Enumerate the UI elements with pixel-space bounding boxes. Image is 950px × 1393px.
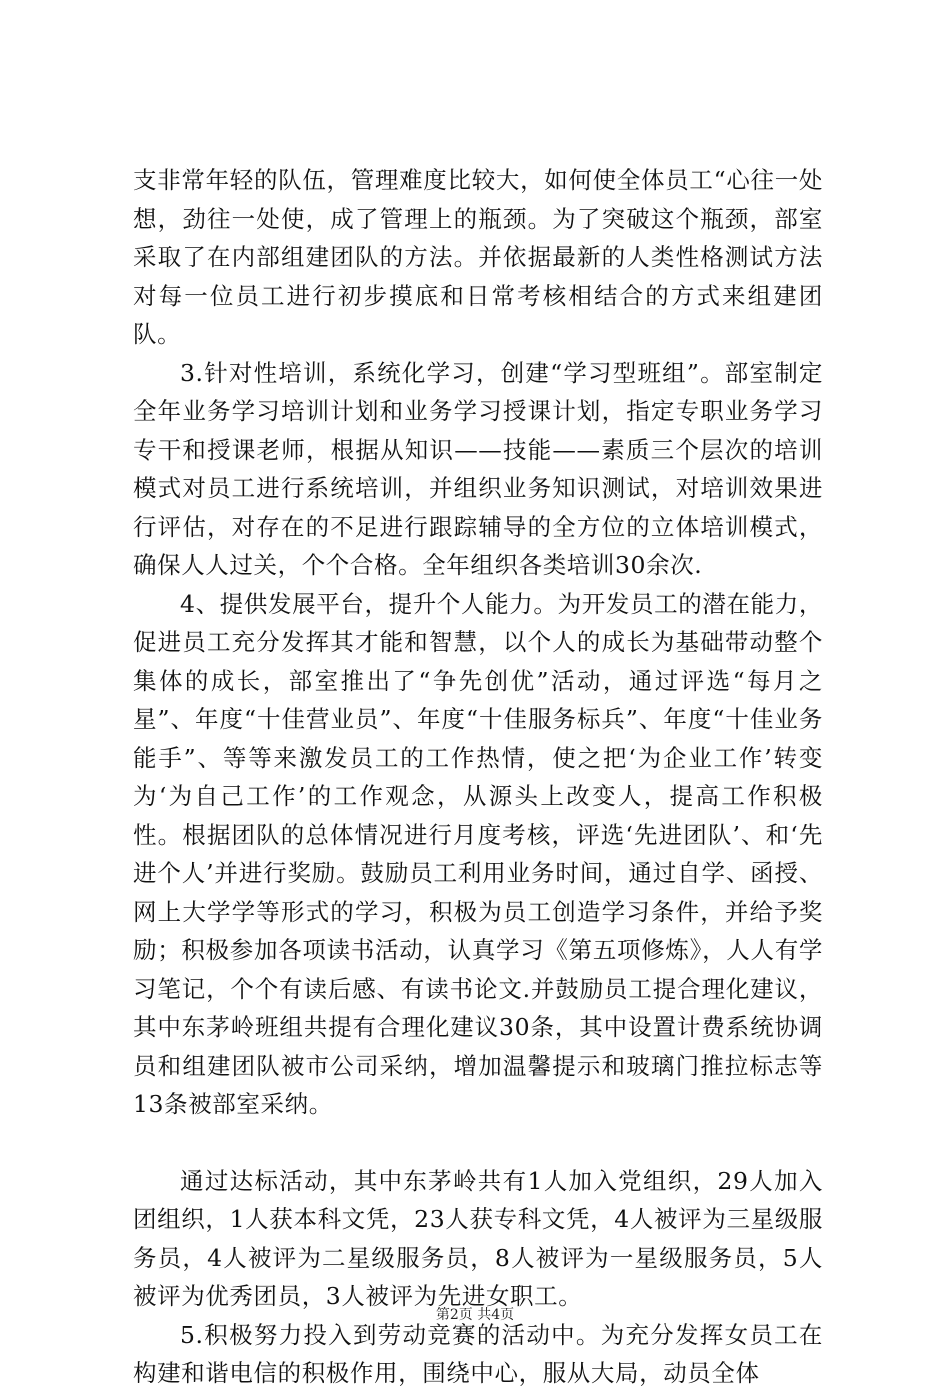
- paragraph-team-building: 支非常年轻的队伍，管理难度比较大，如何使全体员工“心往一处想，劲往一处使，成了管理上的瓶颈。为了突破这个瓶颈，部室采取了在内部组建团队的方法。并依据最新的人类性格测试方法对每一位员工进行初步摸底和日常考核相结合的方式来组建团队。: [133, 166, 823, 348]
- page-footer: 第2页 共4页: [435, 1307, 515, 1323]
- document-body: [133, 161, 823, 1393]
- paragraph-achievements: 通过达标活动，其中东茅岭共有1人加入党组织，29人加入团组织，1人获本科文凭，23人获专科文凭，4人被评为三星级服务员，4人被评为二星级服务员，8人被评为一星级服务员，5人被评为优秀团员，3人被评为先进女职工。: [133, 1166, 823, 1310]
- paragraph-training: 3.针对性培训，系统化学习，创建“学习型班组”。部室制定全年业务学习培训计划和业务学习授课计划，指定专职业务学习专干和授课老师，根据从知识——技能——素质三个层次的培训模式对员工进行系统培训，并组织业务知识测试，对培训效果进行评估，对存在的不足进行跟踪辅导的全方位的立体培训模式，确保人人过关，个个合格。全年组织各类培训30余次.: [133, 358, 823, 579]
- paragraph-development-platform: 4、提供发展平台，提升个人能力。为开发员工的潜在能力，促进员工充分发挥其才能和智慧，以个人的成长为基础带动整个集体的成长，部室推出了“争先创优”活动，通过评选“每月之星”、年度“十佳营业员”、年度“十佳服务标兵”、年度“十佳业务能手”、等等来激发员工的工作热情，使之把‘为企业工作’转变为‘为自己工作’的工作观念，从源头上改变人，提高工作积极性。根据团队的总体情况进行月度考核，评选‘先进团队’、和‘先进个人’并进行奖励。鼓励员工利用业务时间，通过自学、函授、网上大学学等形式的学习，积极为员工创造学习条件，并给予奖励；积极参加各项读书活动，认真学习《第五项修炼》，人人有学习笔记，个个有读后感、有读书论文.并鼓励员工提合理化建议，其中东茅岭班组共提有合理化建议30条，其中设置计费系统协调员和组建团队被市公司采纳，增加温馨提示和玻璃门推拉标志等13条被部室采纳。: [133, 589, 823, 1118]
- paragraph-labor-competition: 5.积极努力投入到劳动竞赛的活动中。为充分发挥女员工在构建和谐电信的积极作用，围绕中心，服从大局，动员全体: [133, 1320, 823, 1387]
